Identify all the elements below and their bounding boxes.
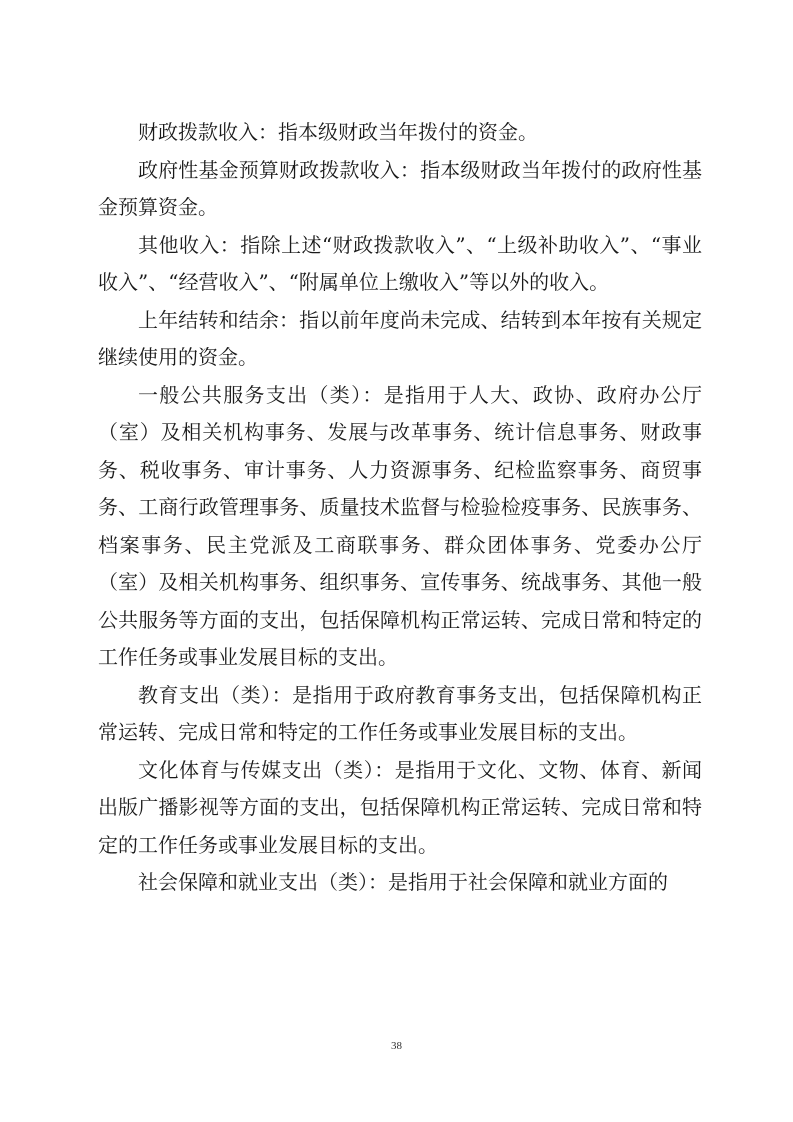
paragraph-social-security-employment: 社会保障和就业支出（类）：是指用于社会保障和就业方面的	[138, 870, 668, 894]
paragraph-prior-year-carryover: 上年结转和结余：指以前年度尚未完成、结转到本年按有关规定继续使用的资金。	[98, 307, 702, 369]
paragraph-government-fund-income: 政府性基金预算财政拨款收入：指本级财政当年拨付的政府性基金预算资金。	[98, 157, 702, 219]
paragraph-fiscal-appropriation-income: 财政拨款收入：指本级财政当年拨付的资金。	[138, 120, 538, 144]
body-text	[98, 114, 702, 902]
paragraph-culture-sports-media: 文化体育与传媒支出（类）：是指用于文化、文物、体育、新闻出版广播影视等方面的支出，包括保障机构正常运转、完成日常和特定的工作任务或事业发展目标的支出。	[98, 757, 702, 857]
paragraph-education-expenditure: 教育支出（类）：是指用于政府教育事务支出，包括保障机构正常运转、完成日常和特定的工作任务或事业发展目标的支出。	[98, 682, 702, 744]
paragraph-general-public-services: 一般公共服务支出（类）：是指用于人大、政协、政府办公厅（室）及相关机构事务、发展与改革事务、统计信息事务、财政事务、税收事务、审计事务、人力资源事务、纪检监察事务、商贸事务、工商行政管理事务、质量技术监督与检验检疫事务、民族事务、档案事务、民主党派及工商联事务、群众团体事务、党委办公厅（室）及相关机构事务、组织事务、宣传事务、统战事务、其他一般公共服务等方面的支出，包括保障机构正常运转、完成日常和特定的工作任务或事业发展目标的支出。	[98, 382, 702, 669]
page-number: 38	[391, 1040, 402, 1052]
paragraph-other-income: 其他收入：指除上述“财政拨款收入”、“上级补助收入”、“事业收入”、“经营收入”、“附属单位上缴收入”等以外的收入。	[98, 232, 702, 294]
